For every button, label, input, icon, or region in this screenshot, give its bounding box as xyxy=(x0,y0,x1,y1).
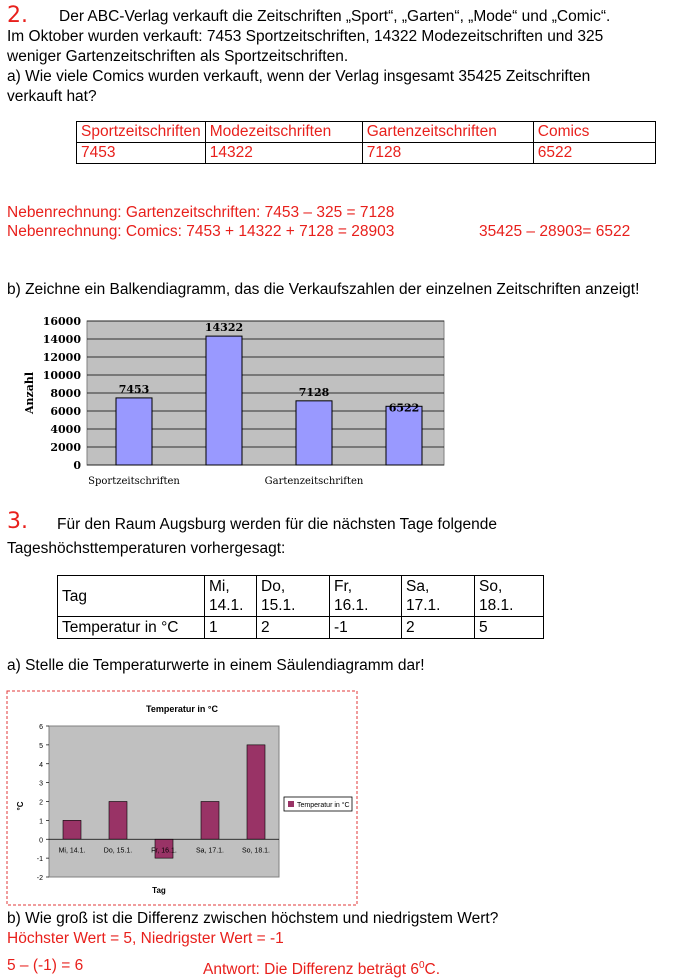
data-label: 6522 xyxy=(388,401,420,415)
data-label: 7453 xyxy=(118,382,150,396)
y-tick-label: 5 xyxy=(39,742,43,750)
y-tick-label: 8000 xyxy=(50,387,81,400)
table-cell: Tag xyxy=(58,576,205,617)
x-tick-label: So, 18.1. xyxy=(241,847,271,855)
table-cell: Modezeitschriften xyxy=(205,122,362,143)
bar xyxy=(296,401,332,465)
table-cell xyxy=(257,576,330,617)
y-tick-label: 6 xyxy=(39,724,43,731)
answer-text: Antwort: Die Differenz beträgt 6 xyxy=(203,961,419,979)
data-label: 7128 xyxy=(298,385,330,399)
y-tick-label: -2 xyxy=(36,875,43,882)
table-cell: 7128 xyxy=(362,143,533,164)
x-tick-label: Sa, 17.1. xyxy=(195,847,225,855)
y-tick-label: 4 xyxy=(39,761,43,769)
magazine-table xyxy=(76,121,656,164)
x-tick-label: Do, 15.1. xyxy=(103,847,133,855)
table-cell: Temperatur in °C xyxy=(58,617,205,639)
calc-line-3: 35425 – 28903= 6522 xyxy=(479,223,631,240)
y-axis-label: Anzahl xyxy=(23,371,36,415)
legend-label: Temperatur in °C xyxy=(297,802,350,809)
data-label: 14322 xyxy=(204,321,244,335)
x-tick-label: Mi, 14.1. xyxy=(58,847,86,855)
x-tick-label: Fr, 16.1. xyxy=(151,847,177,855)
day-name: So, xyxy=(479,578,503,595)
table-row xyxy=(58,617,544,639)
x-axis-label: Tag xyxy=(152,886,166,895)
degree-sup: 0 xyxy=(418,960,425,971)
day-date: 18.1. xyxy=(479,597,514,614)
day-name: Sa, xyxy=(406,578,430,595)
day-date: 14.1. xyxy=(209,597,244,614)
task3-question-a: a) Stelle die Temperaturwerte in einem Säulendiagramm dar! xyxy=(7,657,425,674)
table-row xyxy=(58,576,544,617)
task3-question-b: b) Wie groß ist die Differenz zwischen höchstem und niedrigstem Wert? xyxy=(7,910,499,927)
y-tick-label: 2 xyxy=(39,799,43,807)
task3-intro-2: Tageshöchsttemperaturen vorhergesagt: xyxy=(7,540,286,557)
day-name: Do, xyxy=(261,578,286,595)
task2-question-b: b) Zeichne ein Balkendiagramm, das die Verkaufszahlen der einzelnen Zeitschriften anzeigt! xyxy=(7,281,640,298)
calc-line-2: Nebenrechnung: Comics: 7453 + 14322 + 7128 = 28903 xyxy=(7,223,395,240)
y-tick-label: 14000 xyxy=(42,333,81,346)
task2-line2: Im Oktober wurden verkauft: 7453 Sportzeitschriften, 14322 Modezeitschriften und 325 xyxy=(7,28,604,45)
y-tick-label: 16000 xyxy=(42,315,81,328)
bar xyxy=(206,336,242,465)
day-date: 16.1. xyxy=(334,597,369,614)
table-cell xyxy=(475,576,544,617)
table-cell: 14322 xyxy=(205,143,362,164)
y-tick-label: 4000 xyxy=(50,423,81,436)
task-number-2: 2. xyxy=(7,3,28,28)
y-tick-label: 10000 xyxy=(42,369,81,382)
answer-line-2: 5 – (-1) = 6 xyxy=(7,957,84,974)
day-name: Mi, xyxy=(209,578,230,595)
y-tick-label: 0 xyxy=(39,837,43,845)
task2-question-a-2: verkauft hat? xyxy=(7,88,97,105)
task2-line3: weniger Gartenzeitschriften als Sportzeitschriften. xyxy=(7,48,349,65)
x-tick-label: Sportzeitschriften xyxy=(88,476,180,487)
bar xyxy=(247,745,265,839)
answer-line-1: Höchster Wert = 5, Niedrigster Wert = -1 xyxy=(7,930,284,947)
day-date: 15.1. xyxy=(261,597,296,614)
day-name: Fr, xyxy=(334,578,353,595)
table-cell: Comics xyxy=(533,122,655,143)
table-cell xyxy=(205,576,257,617)
y-tick-label: 3 xyxy=(39,780,43,788)
table-cell: -1 xyxy=(330,617,402,639)
y-tick-label: 2000 xyxy=(50,441,81,454)
bar xyxy=(201,802,219,840)
day-date: 17.1. xyxy=(406,597,441,614)
task-number-3: 3. xyxy=(7,509,28,534)
table-cell: 1 xyxy=(205,617,257,639)
y-axis-label: °C xyxy=(16,801,25,811)
temperature-table xyxy=(57,575,544,639)
table-cell: 5 xyxy=(475,617,544,639)
bar xyxy=(116,398,152,465)
table-cell: Sportzeitschriften xyxy=(77,122,206,143)
table-row xyxy=(77,143,656,164)
table-cell xyxy=(402,576,475,617)
chart-title: Temperatur in °C xyxy=(146,704,218,714)
y-tick-label: 0 xyxy=(73,459,81,472)
table-cell xyxy=(330,576,402,617)
x-tick-label: Gartenzeitschriften xyxy=(264,476,364,487)
legend-swatch xyxy=(288,801,294,807)
bar xyxy=(109,802,127,840)
table-cell: 6522 xyxy=(533,143,655,164)
y-tick-label: 6000 xyxy=(50,405,81,418)
table-cell: Gartenzeitschriften xyxy=(362,122,533,143)
table-cell: 2 xyxy=(257,617,330,639)
magazine-bar-chart xyxy=(20,312,460,492)
temperature-column-chart xyxy=(6,690,358,906)
task3-intro-1: Für den Raum Augsburg werden für die nächsten Tage folgende xyxy=(57,516,498,533)
table-row xyxy=(77,122,656,143)
y-tick-label: 12000 xyxy=(42,351,81,364)
table-cell: 7453 xyxy=(77,143,206,164)
bar xyxy=(63,820,81,839)
task2-intro: Der ABC-Verlag verkauft die Zeitschriften „Sport“, „Garten“, „Mode“ und „Comic“. xyxy=(59,8,611,25)
bar xyxy=(386,406,422,465)
table-cell: 2 xyxy=(402,617,475,639)
answer-unit: C. xyxy=(424,961,441,979)
y-tick-label: 1 xyxy=(39,818,43,826)
task2-question-a-1: a) Wie viele Comics wurden verkauft, wenn der Verlag insgesamt 35425 Zeitschriften xyxy=(7,68,591,85)
calc-line-1: Nebenrechnung: Gartenzeitschriften: 7453 – 325 = 7128 xyxy=(7,204,395,221)
y-tick-label: -1 xyxy=(36,856,43,864)
